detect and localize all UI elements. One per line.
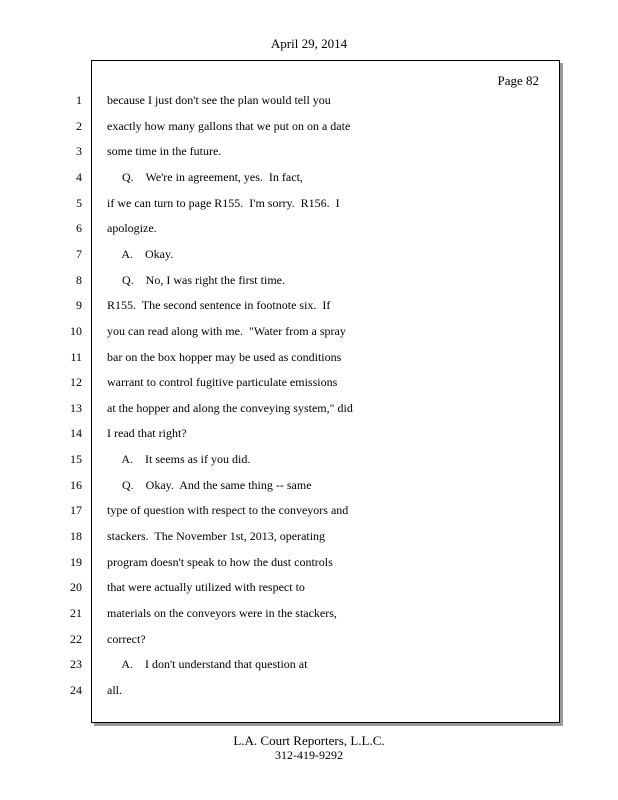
line-number: 2 bbox=[76, 118, 82, 133]
line-number: 13 bbox=[70, 400, 82, 415]
transcript-line-text: exactly how many gallons that we put on on a date bbox=[107, 118, 351, 133]
line-number: 3 bbox=[76, 144, 82, 159]
line-number: 22 bbox=[70, 631, 82, 646]
line-number: 20 bbox=[70, 580, 82, 595]
line-number: 5 bbox=[76, 195, 82, 210]
transcript-line-text: you can read along with me. "Water from a spray bbox=[107, 323, 346, 338]
transcript-line-text: apologize. bbox=[107, 221, 157, 236]
transcript-page-frame bbox=[91, 60, 560, 723]
page-date: April 29, 2014 bbox=[270, 36, 348, 51]
transcript-line-text: R155. The second sentence in footnote six. If bbox=[107, 298, 331, 313]
transcript-line-text: because I just don't see the plan would tell you bbox=[107, 93, 331, 107]
line-number: 15 bbox=[70, 452, 82, 467]
line-number: 18 bbox=[70, 529, 82, 543]
transcript-line-text: all. bbox=[107, 682, 122, 697]
transcript-line-text: I read that right? bbox=[107, 426, 187, 441]
transcript-line-text: Q. Okay. And the same thing -- same bbox=[107, 477, 312, 492]
transcript-line-text: bar on the box hopper may be used as conditions bbox=[107, 349, 342, 364]
transcript-line-text: that were actually utilized with respect to bbox=[107, 580, 305, 595]
transcript-line-text: some time in the future. bbox=[107, 144, 222, 159]
line-number: 14 bbox=[70, 426, 82, 441]
transcript-line-text: Q. No, I was right the first time. bbox=[107, 272, 285, 287]
line-number: 17 bbox=[70, 503, 82, 518]
line-number: 10 bbox=[70, 323, 82, 338]
line-number: 12 bbox=[70, 375, 82, 390]
line-number: 9 bbox=[76, 298, 82, 313]
line-number: 8 bbox=[76, 272, 82, 287]
transcript-line-text: A. Okay. bbox=[107, 246, 174, 261]
line-number: 6 bbox=[76, 221, 82, 236]
line-number: 7 bbox=[76, 246, 82, 261]
court-reporter-phone: 312-419-9292 bbox=[275, 748, 343, 762]
transcript-line-text: stackers. The November 1st, 2013, operating bbox=[107, 529, 326, 543]
transcript-line-text: A. I don't understand that question at bbox=[107, 657, 308, 672]
transcript-line-text: warrant to control fugitive particulate emissions bbox=[107, 375, 338, 390]
transcript-line-text: if we can turn to page R155. I'm sorry. R156. I bbox=[107, 195, 340, 210]
line-number: 24 bbox=[70, 682, 82, 697]
transcript-line-text: program doesn't speak to how the dust controls bbox=[107, 554, 333, 569]
page-number: Page 82 bbox=[497, 73, 539, 88]
transcript-line-text: correct? bbox=[107, 631, 146, 646]
transcript-line-text: at the hopper and along the conveying system," did bbox=[107, 400, 353, 415]
line-number: 19 bbox=[70, 554, 82, 569]
transcript-line-text: A. It seems as if you did. bbox=[107, 452, 251, 467]
court-reporter-name: L.A. Court Reporters, L.L.C. bbox=[233, 733, 385, 748]
line-number: 23 bbox=[70, 657, 82, 672]
transcript-line-text: Q. We're in agreement, yes. In fact, bbox=[107, 169, 303, 184]
line-number: 4 bbox=[76, 169, 82, 184]
line-number: 1 bbox=[76, 93, 82, 107]
line-number: 21 bbox=[70, 606, 82, 620]
transcript-line-text: materials on the conveyors were in the stackers, bbox=[107, 606, 337, 620]
line-number: 16 bbox=[70, 477, 82, 492]
transcript-line-text: type of question with respect to the conveyors and bbox=[107, 503, 349, 518]
line-number: 11 bbox=[70, 349, 82, 364]
